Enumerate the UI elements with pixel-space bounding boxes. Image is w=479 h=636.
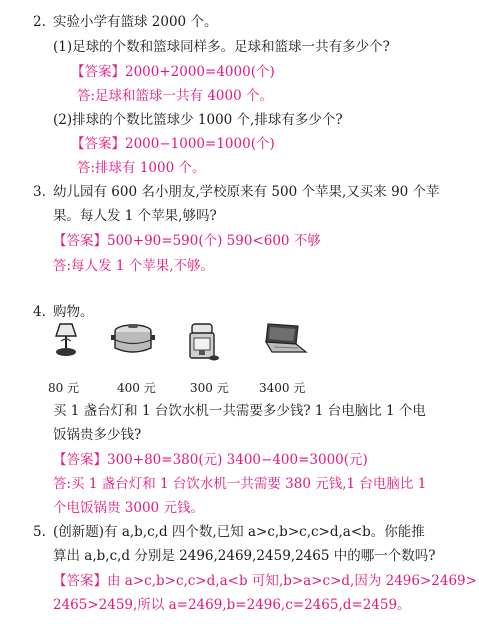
q2-sub1-reply: 答:足球和篮球一共有 4000 个。 <box>77 88 273 104</box>
q5-number: 5. <box>33 524 46 540</box>
laptop-icon <box>258 322 308 358</box>
q2-sub1: (1)足球的个数和篮球同样多。足球和篮球一共有多少个? <box>53 39 390 55</box>
q5-stem-line1: (创新题)有 a,b,c,d 四个数,已知 a>c,b>c,c>d,a<b。你能推 <box>53 524 425 540</box>
q4-reply-line2: 个电饭锅贵 3000 元钱。 <box>53 500 204 516</box>
q2-sub2-answer: 【答案】2000−1000=1000(个) <box>71 136 275 152</box>
q4-number: 4. <box>33 304 46 320</box>
item-laptop <box>258 322 308 358</box>
water-dispenser-icon <box>186 322 220 362</box>
q4-reply-line1: 答:买 1 盏台灯和 1 台饮水机一共需要 380 元钱,1 台电脑比 1 <box>53 476 427 492</box>
q5-answer-line1: 【答案】由 a>c,b>c,c>d,a<b 可知,b>a>c>d,因为 2496>2469> <box>53 573 477 589</box>
item-water-dispenser <box>186 322 220 362</box>
q3-stem-line2: 果。每人发 1 个苹果,够吗? <box>53 208 217 224</box>
q2-stem: 实验小学有篮球 2000 个。 <box>53 14 218 30</box>
q2-sub2-reply: 答:排球有 1000 个。 <box>77 160 206 176</box>
q2-number: 2. <box>33 14 46 30</box>
price-water-dispenser: 300 元 <box>190 381 229 395</box>
q4-answer: 【答案】300+80=380(元) 3400−400=3000(元) <box>53 452 368 468</box>
q3-reply: 答:每人发 1 个苹果,不够。 <box>53 258 215 274</box>
rice-cooker-icon <box>110 322 156 358</box>
q2-sub2: (2)排球的个数比篮球少 1000 个,排球有多少个? <box>53 112 343 128</box>
q5-stem-line2: 算出 a,b,c,d 分别是 2496,2469,2459,2465 中的哪一个数吗? <box>53 548 436 564</box>
q2-sub1-answer: 【答案】2000+2000=4000(个) <box>71 64 275 80</box>
item-table-lamp <box>52 322 80 358</box>
price-laptop: 3400 元 <box>259 381 306 395</box>
q5-answer-line2: 2465>2459,所以 a=2469,b=2496,c=2465,d=2459。 <box>53 597 411 613</box>
price-table-lamp: 80 元 <box>48 381 80 395</box>
q3-stem-line1: 幼儿园有 600 名小朋友,学校原来有 500 个苹果,又买来 90 个苹 <box>53 184 440 200</box>
table-lamp-icon <box>52 322 80 358</box>
q4-title: 购物。 <box>53 304 94 320</box>
item-rice-cooker <box>110 322 156 358</box>
q3-number: 3. <box>33 184 46 200</box>
q4-stem-line1: 买 1 盏台灯和 1 台饮水机一共需要多少钱? 1 台电脑比 1 个电 <box>53 403 426 419</box>
price-rice-cooker: 400 元 <box>117 381 156 395</box>
q3-answer: 【答案】500+90=590(个) 590<600 不够 <box>53 233 321 249</box>
shopping-items <box>48 322 468 392</box>
q4-stem-line2: 饭锅贵多少钱? <box>53 427 142 443</box>
